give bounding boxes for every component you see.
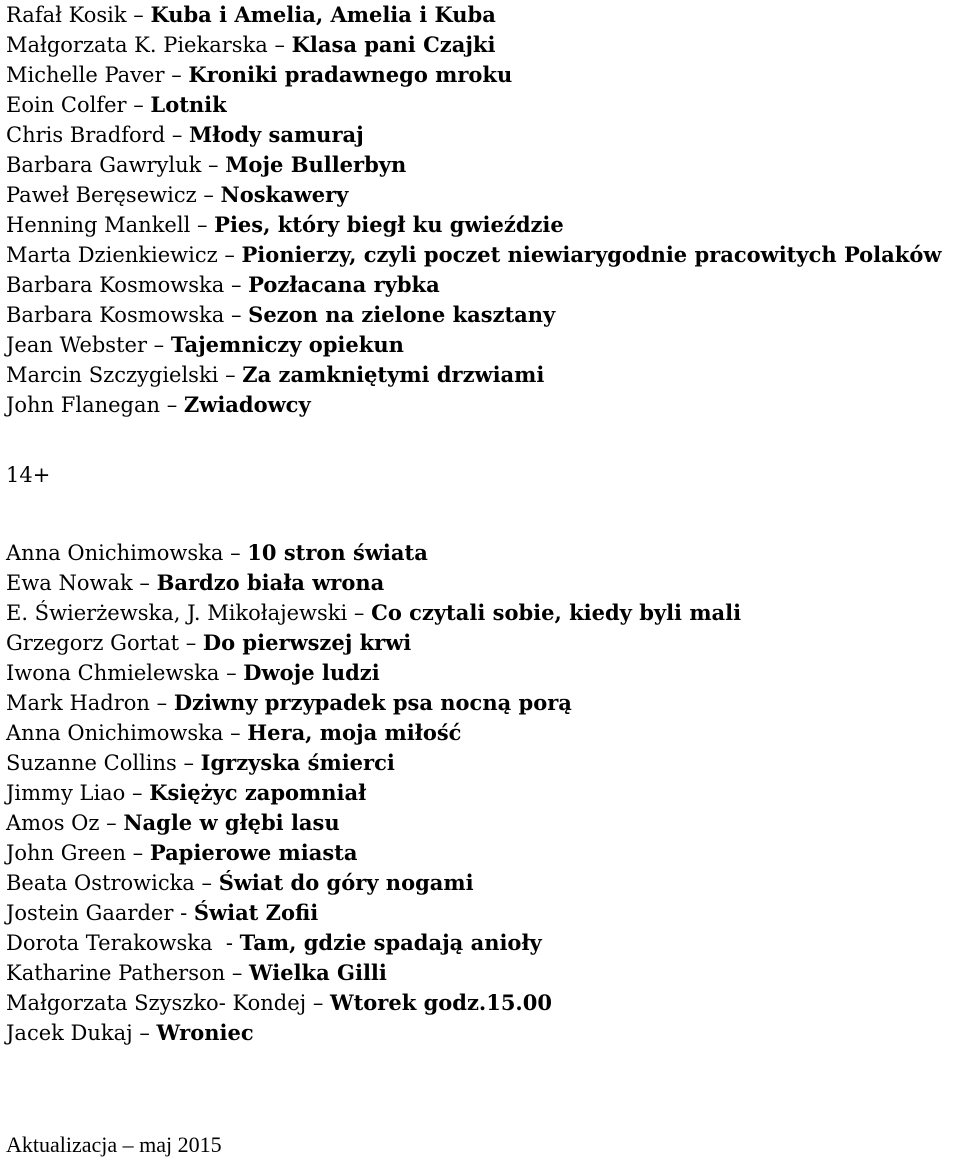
- book-entry: [6, 90, 956, 120]
- book-author: Paweł Beręsewicz: [6, 183, 197, 207]
- book-entry: [6, 360, 956, 390]
- section-heading-14plus: 14+: [6, 463, 51, 487]
- book-list-page: [6, 0, 956, 1048]
- book-entry: [6, 988, 956, 1018]
- book-entry: [6, 180, 956, 210]
- book-entry: [6, 928, 956, 958]
- book-entry: [6, 210, 956, 240]
- book-author: Rafał Kosik: [6, 3, 127, 27]
- book-author: Ewa Nowak: [6, 571, 133, 595]
- book-author: Jimmy Liao: [6, 781, 126, 805]
- book-author: Chris Bradford: [6, 123, 166, 147]
- separator: –: [149, 691, 174, 715]
- book-entry: [6, 538, 956, 568]
- book-author: Amos Oz: [6, 811, 100, 835]
- separator: –: [219, 661, 244, 685]
- book-title: 10 stron świata: [247, 540, 428, 565]
- separator: –: [267, 33, 292, 57]
- book-title: Bardzo biała wrona: [156, 570, 385, 595]
- book-entry: [6, 300, 956, 330]
- book-author: Iwona Chmielewska: [6, 661, 220, 685]
- book-author: Eoin Colfer: [6, 93, 127, 117]
- book-entry: [6, 688, 956, 718]
- book-author: Barbara Kosmowska: [6, 303, 225, 327]
- update-note: Aktualizacja – maj 2015: [6, 1132, 222, 1157]
- separator: –: [164, 63, 189, 87]
- book-entry: [6, 748, 956, 778]
- book-entry: [6, 958, 956, 988]
- book-entry: [6, 598, 956, 628]
- book-title: Pies, który biegł ku gwieździe: [214, 212, 564, 237]
- book-entry: [6, 898, 956, 928]
- book-author: E. Świerżewska, J. Mikołajewski: [6, 601, 348, 625]
- separator: –: [223, 541, 248, 565]
- book-author: Jostein Gaarder: [6, 901, 174, 925]
- book-entry: [6, 330, 956, 360]
- book-author: Jean Webster: [6, 333, 147, 357]
- book-title: Wtorek godz.15.00: [330, 990, 552, 1015]
- book-entry: [6, 60, 956, 90]
- separator: –: [176, 751, 201, 775]
- book-author: Dorota Terakowska: [6, 931, 213, 955]
- book-author: Anna Onichimowska: [6, 721, 224, 745]
- book-title: Do pierwszej krwi: [202, 630, 412, 655]
- separator: –: [160, 393, 184, 417]
- book-author: Grzegorz Gortat: [6, 631, 180, 655]
- separator: –: [179, 631, 203, 655]
- book-author: Michelle Paver: [6, 63, 165, 87]
- separator: –: [132, 571, 157, 595]
- book-title: Pozłacana rybka: [248, 272, 440, 297]
- separator: –: [126, 3, 151, 27]
- book-title: Dwoje ludzi: [243, 660, 380, 685]
- separator: –: [125, 781, 150, 805]
- book-title: Hera, moja miłość: [247, 720, 462, 745]
- book-entry: [6, 0, 956, 30]
- book-entry: [6, 658, 956, 688]
- book-author: Anna Onichimowska: [6, 541, 224, 565]
- book-author: Henning Mankell: [6, 213, 191, 237]
- separator: –: [201, 153, 226, 177]
- book-entry: [6, 30, 956, 60]
- book-list-a: [6, 0, 956, 420]
- book-entry: [6, 150, 956, 180]
- separator: –: [306, 991, 331, 1015]
- book-entry: [6, 568, 956, 598]
- book-title: Dziwny przypadek psa nocną porą: [173, 690, 572, 715]
- separator: –: [223, 721, 248, 745]
- separator: –: [224, 273, 249, 297]
- book-entry: [6, 270, 956, 300]
- book-title: Noskawery: [220, 182, 349, 207]
- book-title: Nagle w głębi lasu: [123, 810, 340, 835]
- book-entry: [6, 240, 956, 270]
- book-title: Klasa pani Czajki: [291, 32, 496, 57]
- book-title: Świat do góry nogami: [218, 870, 474, 895]
- book-title: Świat Zofii: [193, 900, 319, 925]
- separator: –: [217, 243, 242, 267]
- book-author: John Flanegan: [6, 393, 161, 417]
- book-title: Wielka Gilli: [249, 960, 387, 985]
- book-title: Sezon na zielone kasztany: [248, 302, 556, 327]
- separator: –: [126, 93, 151, 117]
- separator: –: [218, 363, 243, 387]
- book-author: Marta Dzienkiewicz: [6, 243, 218, 267]
- separator: –: [99, 811, 124, 835]
- book-title: Co czytali sobie, kiedy byli mali: [371, 600, 742, 625]
- book-author: Barbara Gawryluk: [6, 153, 202, 177]
- book-title: Zwiadowcy: [183, 392, 311, 417]
- book-entry: [6, 628, 956, 658]
- book-title: Lotnik: [150, 92, 227, 117]
- book-entry: [6, 868, 956, 898]
- book-author: John Green: [6, 841, 126, 865]
- book-author: Mark Hadron: [6, 691, 150, 715]
- book-author: Suzanne Collins: [6, 751, 177, 775]
- book-entry: [6, 1018, 956, 1048]
- book-author: Małgorzata Szyszko- Kondej: [6, 991, 307, 1015]
- book-author: Jacek Dukaj: [6, 1021, 133, 1045]
- separator: –: [125, 841, 150, 865]
- book-title: Księżyc zapomniał: [149, 780, 367, 805]
- separator: –: [132, 1021, 157, 1045]
- book-title: Pionierzy, czyli poczet niewiarygodnie pracowitych Polaków: [241, 242, 942, 267]
- book-title: Igrzyska śmierci: [200, 750, 395, 775]
- book-title: Papierowe miasta: [149, 840, 358, 865]
- book-title: Moje Bullerbyn: [225, 152, 407, 177]
- separator: –: [165, 123, 189, 147]
- separator: –: [196, 183, 221, 207]
- book-author: Barbara Kosmowska: [6, 273, 225, 297]
- book-author: Beata Ostrowicka: [6, 871, 195, 895]
- separator: –: [147, 333, 171, 357]
- book-list-b: [6, 538, 956, 1048]
- book-author: Marcin Szczygielski: [6, 363, 219, 387]
- book-entry: [6, 120, 956, 150]
- separator: –: [190, 213, 215, 237]
- separator: –: [224, 303, 249, 327]
- separator: –: [225, 961, 250, 985]
- book-title: Tam, gdzie spadają anioły: [239, 930, 542, 955]
- book-entry: [6, 808, 956, 838]
- book-title: Za zamkniętymi drzwiami: [242, 362, 545, 387]
- separator: -: [173, 901, 194, 925]
- book-title: Młody samuraj: [189, 122, 364, 147]
- book-title: Tajemniczy opiekun: [170, 332, 404, 357]
- separator: –: [347, 601, 372, 625]
- book-entry: [6, 390, 956, 420]
- book-author: Katharine Patherson: [6, 961, 226, 985]
- book-title: Kuba i Amelia, Amelia i Kuba: [150, 2, 496, 27]
- book-title: Wroniec: [156, 1020, 254, 1045]
- separator: –: [194, 871, 219, 895]
- book-title: Kroniki pradawnego mroku: [188, 62, 513, 87]
- book-entry: [6, 838, 956, 868]
- separator: -: [212, 931, 240, 955]
- book-author: Małgorzata K. Piekarska: [6, 33, 268, 57]
- book-entry: [6, 718, 956, 748]
- book-entry: [6, 778, 956, 808]
